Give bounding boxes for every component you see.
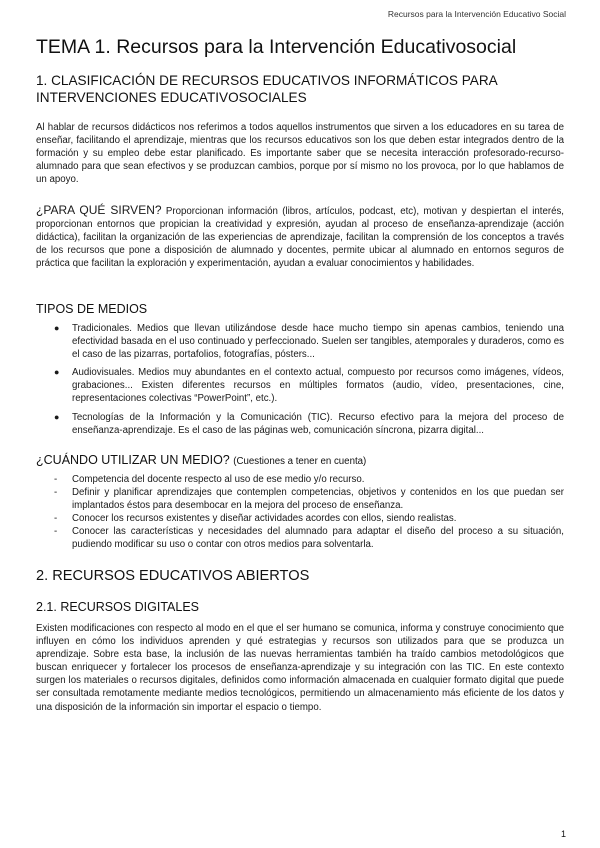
page-title: TEMA 1. Recursos para la Intervención Educativosocial xyxy=(36,36,517,58)
list-item-text: Competencia del docente respecto al uso de ese medio y/o recurso. xyxy=(72,474,365,485)
list-item xyxy=(36,322,564,361)
para-que-lead: ¿PARA QUÉ SIRVEN? xyxy=(36,203,162,217)
bullet-icon: ● xyxy=(54,367,60,378)
list-item-text: Definir y planificar aprendizajes que contemplen competencias, objetivos y contenidos en los que puedan ser implantados éstos para desembocar en la mejora del proceso de enseñanza. xyxy=(72,487,564,512)
list-item xyxy=(36,525,564,551)
list-item-text: Conocer los recursos existentes y diseñar actividades acordes con ellos, siendo realistas. xyxy=(72,513,457,525)
bullet-icon: ● xyxy=(54,323,60,333)
running-header: Recursos para la Intervención Educativo Social xyxy=(387,9,566,19)
section-1-heading: 1. CLASIFICACIÓN DE RECURSOS EDUCATIVOS INFORMÁTICOS PARA INTERVENCIONES EDUCATIVOSOCIALES xyxy=(36,73,497,105)
list-item xyxy=(36,411,564,437)
list-item-text: Audiovisuales. Medios muy abundantes en el contexto actual, compuesto por recursos como imágenes, vídeos, grabaciones... Existen diferentes recursos en múltiples formatos (audio, vídeo, presentaciones, cine, representaciones colectivas “PowerPoint”, etc.). xyxy=(72,367,564,405)
list-item-text: Tecnologías de la Información y la Comunicación (TIC). Recurso efectivo para la mejora del proceso de enseñanza-aprendizaje. Es el caso de las páginas web, comunicación síncrona, pizarra digital... xyxy=(72,411,564,436)
bullet-icon: ● xyxy=(54,411,60,422)
list-item-text: Conocer las características y necesidades del alumnado para adaptar el diseño del proceso a su situación, pudiendo modificar su uso o contar con otros medios para solventarla. xyxy=(72,526,564,551)
section-1-intro-paragraph: Al hablar de recursos didácticos nos referimos a todos aquellos instrumentos que sirven a los educadores en su tarea de enseñar, facilitando el aprendizaje, mientras que los recursos educativos son los que deben estar integrados dentro de la formación y su empleo debe estar planificado. Es importante saber que se necesita interacción profesorado-recurso-alumnado para que sean efectivos y se produzcan cambios, porque por sí mismo no los provoca, por lo que hablamos de un apoyo. xyxy=(36,122,564,186)
dash-icon: - xyxy=(54,487,58,499)
tipos-list xyxy=(36,322,564,442)
list-item xyxy=(36,473,564,486)
cuando-heading-text: ¿CUÁNDO UTILIZAR UN MEDIO? xyxy=(36,453,230,467)
section-2-1-heading: 2.1. RECURSOS DIGITALES xyxy=(36,600,200,614)
list-item xyxy=(36,512,564,525)
para-que-paragraph xyxy=(36,204,564,270)
dash-icon: - xyxy=(54,513,58,525)
section-2-heading: 2. RECURSOS EDUCATIVOS ABIERTOS xyxy=(36,568,310,584)
dash-icon: - xyxy=(54,526,58,538)
list-item-text: Tradicionales. Medios que llevan utilizándose desde hace mucho tiempo sin apenas cambios, teniendo una efectividad basada en el uso continuado y perfeccionado. Suelen ser tangibles, atemporales y duraderos, como es el caso de las pizarras, portafolios, fotografías, pósters... xyxy=(72,323,564,361)
para-que-text: Proporcionan información (libros, artículos, podcast, etc), motivan y despiertan el interés, proporcionan entornos que propician la creatividad y expresión, ayudan al proceso de enseñanza-aprendizaje (acción didáctica), facilitan la organización de las experiencias de aprendizaje, facilitan la comprensión de los conceptos a través de los recursos que pone a disposición de alumnado y docentes, permite ubicar al alumnado en entornos seguros de práctica que facilitan la exploración y experimentación, ayudan a evaluar conocimientos y habilidades. xyxy=(36,206,564,270)
cuando-heading xyxy=(36,453,366,467)
tipos-heading: TIPOS DE MEDIOS xyxy=(36,302,148,316)
cuando-note: (Cuestiones a tener en cuenta) xyxy=(233,456,367,467)
page-number: 1 xyxy=(560,829,566,839)
list-item xyxy=(36,366,564,405)
list-item xyxy=(36,486,564,512)
cuando-list xyxy=(36,473,564,552)
section-2-1-paragraph: Existen modificaciones con respecto al modo en el que el ser humano se comunica, informa y construye conocimiento que influyen en cómo los individuos aprenden y qué estrategias y recursos son utilizados para que se produzca un aprendizaje. Sobre esta base, la inclusión de las nuevas herramientas también ha traído cambios metodológicos que buscan enriquecer y fortalecer los procesos de enseñanza-aprendizaje y su integración con las TIC. En este contexto surgen los materiales o recursos digitales, definidos como información almacenada en cualquier formato digital que puede ser consultada remotamente mediante medios tecnológicos, permitiendo un almacenamiento más eficiente de los datos y una disposición de la información sin importar el espacio o tiempo. xyxy=(36,623,564,713)
dash-icon: - xyxy=(54,474,58,485)
